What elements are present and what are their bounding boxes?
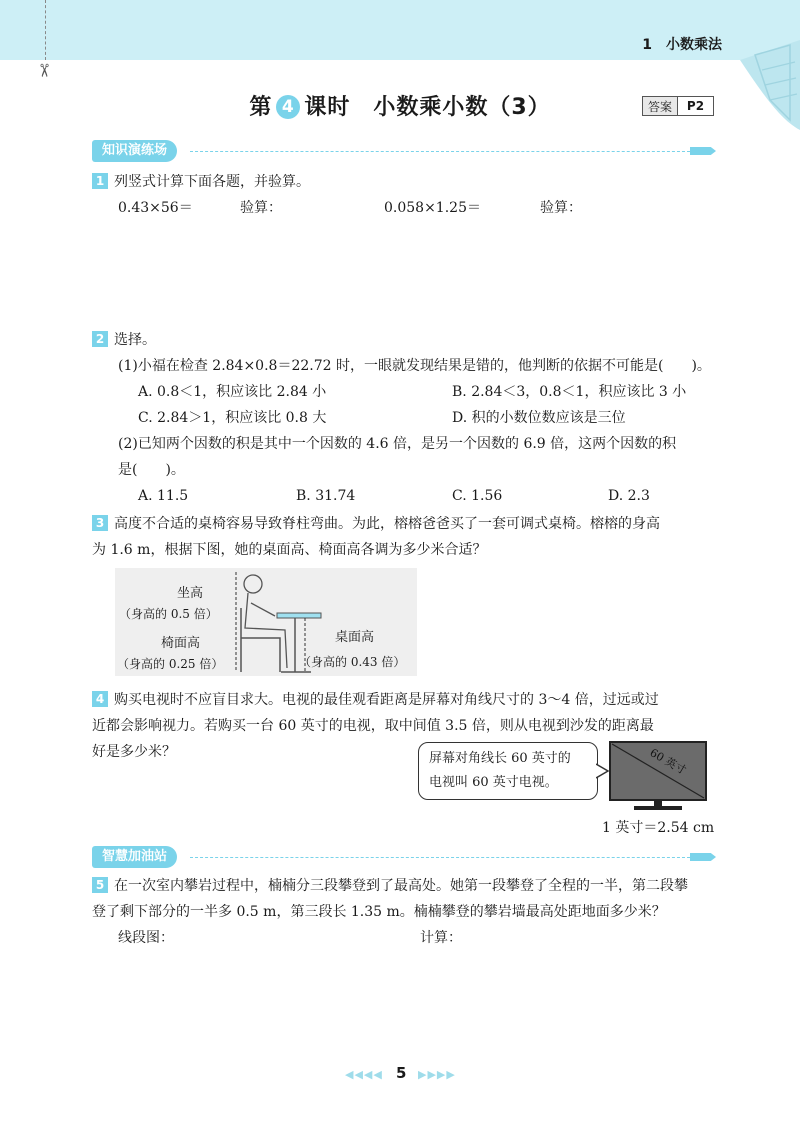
section-divider [190,857,690,858]
sit-height-label: 坐高 [177,586,204,601]
lesson-number-badge: 4 [276,95,300,119]
q1-expression-2: 0.058×1.25＝ [384,200,481,216]
question-text-1: 购买电视时不应盲目求大。电视的最佳观看距离是屏幕对角线尺寸的 3～4 倍，过远或过 [114,692,659,708]
desk-height-label: 桌面高 [335,630,375,645]
page-number: 5 [396,1064,407,1082]
q2-sub2-option-d: D. 2.3 [608,488,650,504]
q2-sub1-option-b: B. 2.84＜3，0.8＜1，积应该比 3 小 [452,384,687,400]
cut-line [45,0,46,60]
question-4-text-2: 近都会影响视力。若购买一台 60 英寸的电视，取中间值 3.5 倍，则从电视到沙发的距离最 [92,718,654,734]
question-4-text-3: 好是多少米？ [92,744,176,760]
question-text-1: 在一次室内攀岩过程中，楠楠分三段攀登到了最高处。她第一段攀登了全程的一半，第二段攀 [114,878,688,894]
section-tag-bonus: 智慧加油站 [92,846,177,868]
chair-height-ratio: （身高的 0.25 倍） [117,657,224,671]
section-divider [190,151,690,152]
speech-bubble [418,742,598,800]
chair-height-label: 椅面高 [161,636,201,651]
q2-sub1-text: (1)小福在检查 2.84×0.8＝22.72 时，一眼就发现结果是错的，他判断的依据不可能是( )。 [118,358,711,374]
q2-sub2-option-b: B. 31.74 [296,488,356,504]
answer-reference [642,96,714,116]
question-3-text-2: 为 1.6 m，根据下图，她的桌面高、椅面高各调为多少米合适？ [92,542,487,558]
calculation-label: 计算： [420,930,462,946]
tv-diagonal-label: 60 英寸 [647,746,689,778]
title-prefix: 第 [249,95,273,120]
question-5-text-2: 登了剩下部分的一半多 0.5 m，第三段长 1.35 m。楠楠攀登的攀岩墙最高处距地面多少米？ [92,904,666,920]
answer-label: 答案 [643,97,678,115]
posture-figure [115,568,417,676]
question-1 [92,172,310,192]
q2-sub1-option-a: A. 0.8＜1，积应该比 2.84 小 [138,384,327,400]
chapter-label: 1 小数乘法 [642,37,722,53]
title-suffix: 课时 小数乘小数（3） [304,95,551,120]
question-text-1: 高度不合适的桌椅容易导致脊柱弯曲。为此，榕榕爸爸买了一套可调式桌椅。榕榕的身高 [114,516,660,532]
q2-sub1-option-c: C. 2.84＞1，积应该比 0.8 大 [138,410,327,426]
q2-sub2-option-a: A. 11.5 [138,488,189,504]
q2-sub2-text-2: 是( )。 [118,462,185,478]
answer-page: P2 [686,99,705,113]
desk-height-ratio: （身高的 0.43 倍） [299,655,406,669]
q1-check-1: 验算： [240,200,282,216]
pencil-icon [690,853,716,861]
q1-check-2: 验算： [540,200,582,216]
sit-height-ratio: （身高的 0.5 倍） [119,607,218,621]
page-next-arrows: ▶▶▶▶ [418,1068,456,1081]
question-4 [92,690,659,710]
q2-sub2-text-1: (2)已知两个因数的积是其中一个因数的 4.6 倍，是另一个因数的 6.9 倍，这两个因数的积 [118,436,677,452]
scissors-icon: ✂ [33,62,55,79]
q2-sub2-option-c: C. 1.56 [452,488,503,504]
tv-figure [608,740,708,812]
bubble-text-2: 电视叫 60 英寸电视。 [429,775,558,790]
q1-expression-1: 0.43×56＝ [118,200,193,216]
page-prev-arrows: ◀◀◀◀ [345,1068,383,1081]
q2-sub1-option-d: D. 积的小数位数应该是三位 [452,410,626,426]
question-text: 选择。 [114,332,156,348]
bubble-text-1: 屏幕对角线长 60 英寸的 [429,751,571,766]
question-5 [92,876,688,896]
question-number: 3 [92,515,108,531]
question-number: 4 [92,691,108,707]
question-number: 1 [92,173,108,189]
inch-conversion: 1 英寸＝2.54 cm [602,820,715,836]
question-text: 列竖式计算下面各题，并验算。 [114,174,310,190]
question-number: 2 [92,331,108,347]
question-number: 5 [92,877,108,893]
line-diagram-label: 线段图： [118,930,174,946]
section-tag-practice: 知识演练场 [92,140,177,162]
question-2 [92,330,156,350]
question-3 [92,514,660,534]
pencil-icon [690,147,716,155]
